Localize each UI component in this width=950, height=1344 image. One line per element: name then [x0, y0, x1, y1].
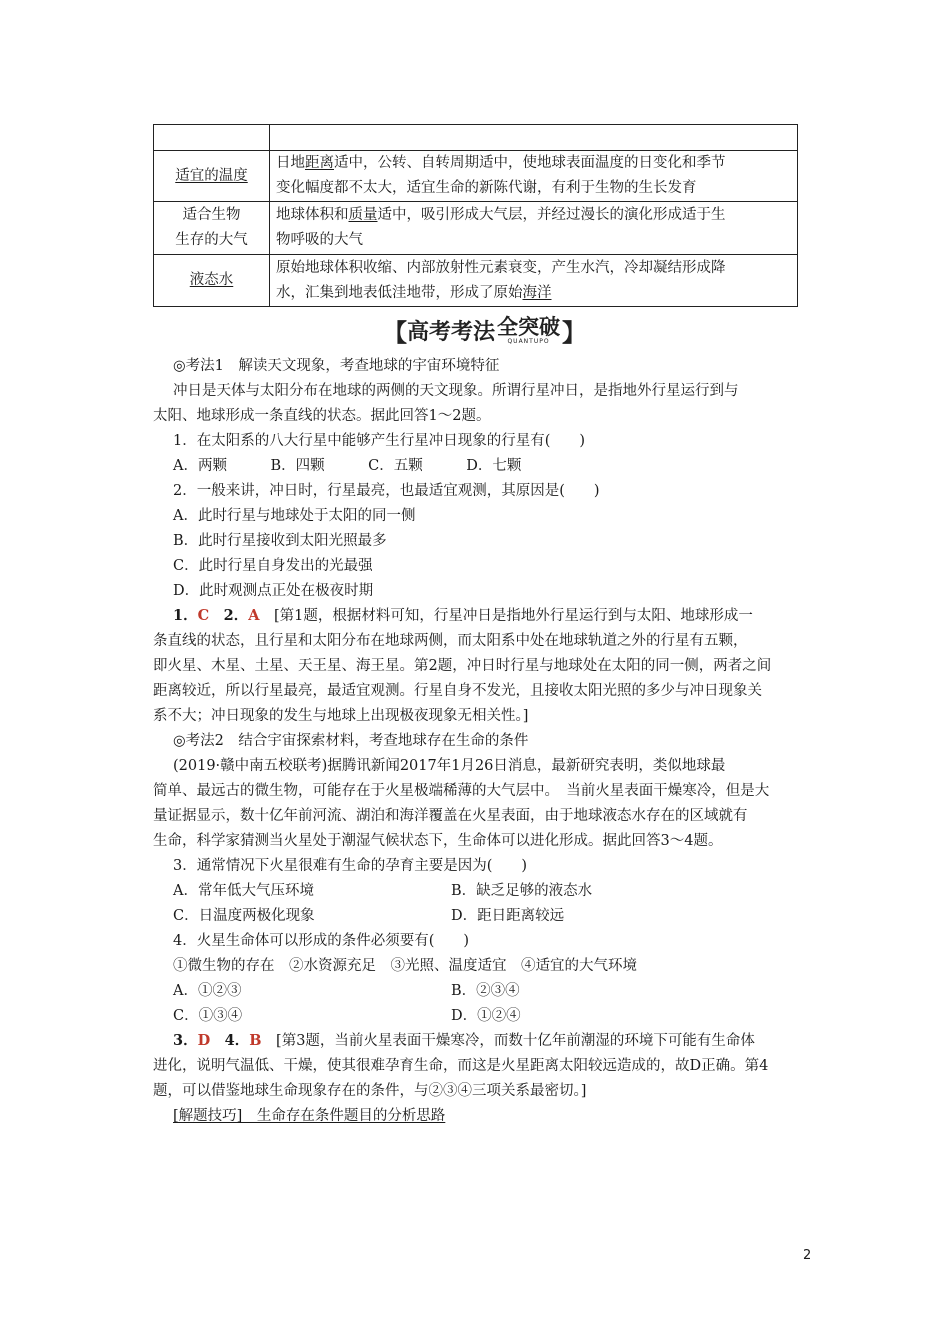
table-row [154, 202, 798, 255]
paragraph-line: 即火星、木星、土星、天王星、海王星。第2题，冲日时行星与地球处在太阳的同一侧，两者之间 [153, 658, 772, 674]
cell-text: 地球体积和 [276, 207, 349, 223]
paragraph-line: (2019·赣中南五校联考)据腾讯新闻2017年1月26日消息，最新研究表明，类似地球最 [173, 758, 726, 774]
option-line: D．①②④ [451, 1008, 521, 1024]
option-line: A．①②③ [173, 983, 242, 999]
cell-text: 适中，公转、自转周期适中，使地球表面温度的日变化和季节 [334, 155, 726, 171]
option-line: B．缺乏足够的液态水 [451, 883, 593, 899]
tips-heading: [解题技巧] 生命存在条件题目的分析思路 [173, 1108, 446, 1124]
badge-text: 全突破 [497, 314, 561, 339]
cell-text: 物呼吸的大气 [276, 232, 363, 248]
answer-line [173, 1029, 755, 1053]
cell-text: 适中，吸引形成大气层，并经过漫长的演化形成适于生 [377, 207, 726, 223]
table-cell-value [270, 255, 798, 307]
option-line: A．此时行星与地球处于太阳的同一侧 [173, 508, 416, 524]
explanation-text: [第1题，根据材料可知，行星冲日是指地外行星运行到与太阳、地球形成一 [259, 608, 753, 624]
paragraph-line: 冲日是天体与太阳分布在地球的两侧的天文现象。所谓行星冲日，是指地外行星运行到与 [173, 383, 739, 399]
option-line: C．①③④ [173, 1008, 243, 1024]
paragraph-line: 量证据显示，数十亿年前河流、湖泊和海洋覆盖在火星表面，由于地球液态水存在的区域就有 [153, 808, 748, 824]
key-line: 适合生物 [182, 207, 241, 223]
option-line: B．此时行星接收到太阳光照最多 [173, 533, 387, 549]
bracket-right: 】 [562, 318, 587, 347]
paragraph-line: 条直线的状态，且行星和太阳分布在地球两侧，而太阳系中处在地球轨道之外的行星有五颗， [153, 633, 748, 649]
option-line: D．距日距离较远 [451, 908, 565, 924]
paragraph-line: 太阳、地球形成一条直线的状态。据此回答1～2题。 [153, 408, 491, 424]
answer-number: 2． [209, 607, 249, 624]
option-line: B．②③④ [451, 983, 520, 999]
table-row [154, 151, 798, 202]
question-stem: 3．通常情况下火星很难有生命的孕育主要是因为( ) [173, 858, 528, 874]
condition-list: ①微生物的存在 ②水资源充足 ③光照、温度适宜 ④适宜的大气环境 [173, 958, 637, 974]
table-cell-value [270, 151, 798, 202]
explanation-text: [第3题，当前火星表面干燥寒冷，而数十亿年前潮湿的环境下可能有生命体 [261, 1033, 755, 1049]
option-line: D．此时观测点正处在极夜时期 [173, 583, 374, 599]
bracket-left: 【 [383, 318, 407, 347]
life-conditions-table [153, 124, 798, 307]
method-heading: ◎考法2 结合宇宙探索材料，考查地球存在生命的条件 [173, 733, 529, 749]
answer-letter: C [197, 607, 210, 624]
key-temperature: 适宜的温度 [175, 167, 248, 184]
question-stem: 1．在太阳系的八大行星中能够产生行星冲日现象的行星有( ) [173, 433, 586, 449]
option-line: C．日温度两极化现象 [173, 908, 315, 924]
key-liquid-water: 液态水 [189, 272, 234, 288]
answer-letter: A [248, 607, 260, 624]
question-stem: 4．火星生命体可以形成的条件必须要有( ) [173, 933, 470, 949]
answer-line [173, 604, 753, 628]
answer-number: 3． [173, 1032, 198, 1049]
key-line: 生存的大气 [175, 232, 248, 248]
table-cell-key [154, 151, 270, 202]
answer-letter: B [249, 1032, 262, 1049]
banner-badge [497, 316, 560, 345]
badge-pinyin: QUANTUPO [507, 337, 550, 345]
answer-letter: D [197, 1032, 211, 1049]
cell-text: 水，汇集到地表低洼地带，形成了原始 [276, 284, 523, 301]
paragraph-line: 题，可以借鉴地球生命现象存在的条件，与②③④三项关系最密切。] [153, 1083, 587, 1099]
paragraph-line: 生命，科学家猜测当火星处于潮湿气候状态下，生命体可以进化形成。据此回答3～4题。 [153, 833, 723, 849]
cell-text: 日地 [276, 155, 305, 171]
table-cell-key [154, 255, 270, 307]
banner-title: 高考考法 [407, 319, 496, 345]
underlined-term: 海洋 [522, 284, 552, 301]
table-cell-key [154, 202, 270, 255]
paragraph-line: 简单、最远古的微生物，可能存在于火星极端稀薄的大气层中。 当前火星表面干燥寒冷，但是大 [153, 783, 770, 799]
question-stem: 2．一般来讲，冲日时，行星最亮，也最适宜观测，其原因是( ) [173, 483, 600, 499]
cell-text: 原始地球体积收缩、内部放射性元素衰变，产生水汽，冷却凝结形成降 [276, 259, 726, 276]
cell-text: 变化幅度都不太大，适宜生命的新陈代谢，有利于生物的生长发育 [276, 180, 697, 196]
answer-number: 4． [210, 1032, 250, 1049]
paragraph-line: 进化，说明气温低、干燥，使其很难孕育生命，而这是火星距离太阳较远造成的，故D正确。第4 [153, 1058, 769, 1074]
table-cell-value [270, 202, 798, 255]
method-heading: ◎考法1 解读天文现象，考查地球的宇宙环境特征 [173, 358, 500, 374]
table-cell-value [270, 125, 798, 151]
paragraph-line: 系不大；冲日现象的发生与地球上出现极夜现象无相关性。] [153, 708, 529, 724]
underlined-term: 质量 [348, 207, 378, 223]
option-line: C．此时行星自身发出的光最强 [173, 558, 373, 574]
answer-number: 1． [173, 607, 198, 624]
table-cell-key [154, 125, 270, 151]
section-banner [383, 314, 586, 346]
paragraph-line: 距离较近，所以行星最亮，最适宜观测。行星自身不发光，且接收太阳光照的多少与冲日现象关 [153, 683, 762, 699]
underlined-term: 距离 [305, 155, 334, 171]
table-row [154, 125, 798, 151]
question-options: A．两颗 B．四颗 C．五颗 D．七颗 [173, 458, 522, 474]
page-number: 2 [803, 1248, 812, 1263]
table-row [154, 255, 798, 307]
option-line: A．常年低大气压环境 [173, 883, 314, 899]
